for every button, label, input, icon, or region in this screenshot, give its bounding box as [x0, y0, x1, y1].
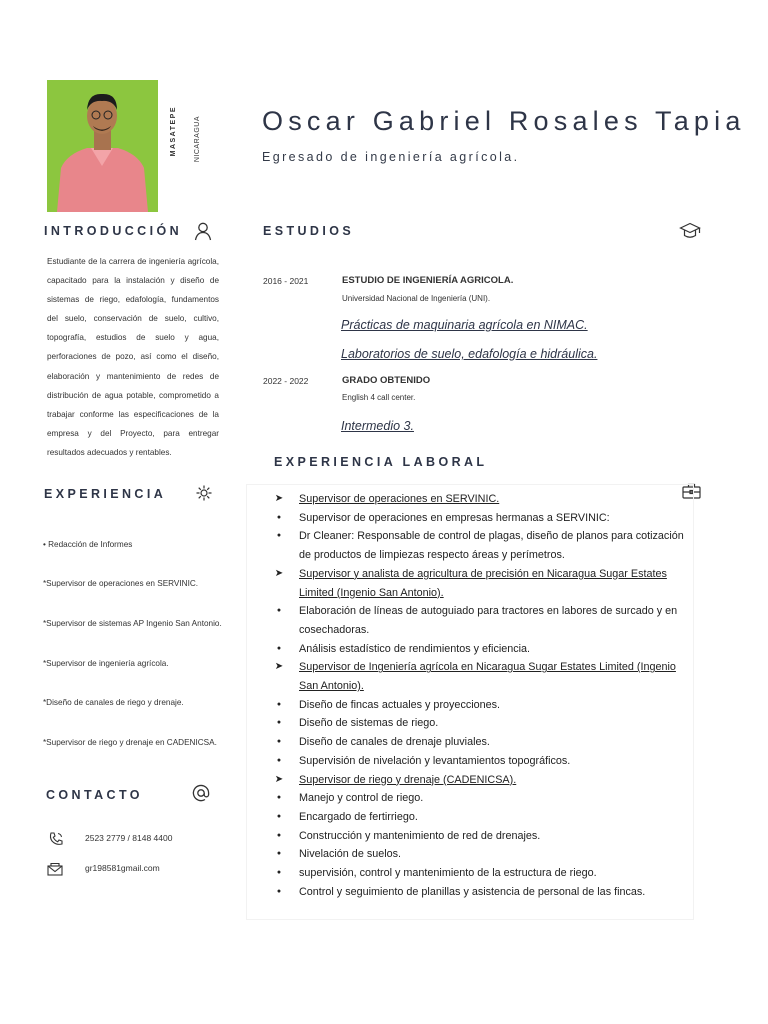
work-item-text: Diseño de fincas actuales y proyecciones.: [299, 698, 501, 711]
work-item-text: Supervisor de operaciones en SERVINIC.: [299, 493, 500, 505]
bullet-icon: ●: [276, 532, 282, 540]
work-list: [272, 490, 692, 901]
arrow-bullet-icon: ➤: [274, 661, 284, 673]
experience-item: *Supervisor de ingeniería agrícola.: [43, 659, 169, 668]
study-link[interactable]: Prácticas de maquinaria agrícola en NIMAC.: [341, 318, 588, 332]
work-item-text: Elaboración de líneas de autoguiado para tractores en labores de surcado y en cosechadoras.: [299, 605, 678, 636]
work-item-text: Control y seguimiento de planillas y asistencia de personal de las fincas.: [299, 885, 646, 898]
work-item-text: Supervisor de riego y drenaje (CADENICSA).: [299, 773, 517, 786]
work-item-text: Construcción y mantenimiento de red de drenajes.: [299, 829, 541, 842]
bullet-icon: ●: [276, 756, 282, 764]
study-link[interactable]: Intermedio 3.: [341, 419, 414, 433]
profile-photo: [47, 80, 158, 212]
work-task: [272, 527, 692, 564]
study-link[interactable]: Laboratorios de suelo, edafología e hidráulica.: [341, 347, 598, 361]
intro-text: Estudiante de la carrera de ingeniería agrícola, capacitado para la instalación y diseño de sistemas de riego, edafología, fundamentos del suelo, conservación de suelo, cultivo, topografía, estudios de suelo y agua, perforaciones de pozo, así como el diseño, elaboración y mantenimiento de redes de distribución de agua potable, comprometido a trabajar conforme las especificaciones de la empresa y del Proyecto, para entregar resultados adecuados y rentables.: [47, 257, 219, 457]
person-icon: [193, 221, 213, 246]
work-task: [272, 864, 692, 883]
study-institution: English 4 call center.: [342, 393, 416, 402]
study-years: 2022 - 2022: [263, 376, 309, 386]
graduation-cap-icon: [679, 221, 701, 246]
arrow-bullet-icon: ➤: [274, 773, 284, 785]
work-item-text: Supervisor y analista de agricultura de precisión en Nicaragua Sugar Estates Limited (Ingenio San Antonio).: [299, 567, 667, 599]
study-years: 2016 - 2021: [263, 276, 309, 286]
work-task: [272, 733, 692, 752]
work-item-text: Encargado de fertirriego.: [299, 810, 418, 823]
bullet-icon: ●: [276, 644, 282, 652]
experience-item: *Supervisor de operaciones en SERVINIC.: [43, 579, 199, 588]
person-name: Oscar Gabriel Rosales Tapia: [262, 106, 746, 136]
work-item-text: Análisis estadístico de rendimientos y eficiencia.: [299, 642, 531, 655]
work-position: [272, 565, 692, 602]
bullet-icon: ●: [276, 794, 282, 802]
work-item-text: supervisión, control y mantenimiento de la estructura de riego.: [299, 867, 597, 880]
bullet-icon: ●: [276, 738, 282, 746]
work-position: [272, 771, 692, 790]
bullet-icon: ●: [276, 850, 282, 858]
work-item-text: Diseño de sistemas de riego.: [299, 717, 439, 730]
work-position: [272, 490, 692, 509]
city-label: MASATEPE: [170, 106, 177, 157]
work-item-text: Manejo y control de riego.: [299, 792, 424, 805]
bullet-icon: ●: [276, 812, 282, 820]
work-item-text: Supervisión de nivelación y levantamientos topográficos.: [299, 754, 571, 767]
envelope-icon: [47, 862, 63, 881]
work-task: [272, 845, 692, 864]
work-position: [272, 658, 692, 695]
studies-heading: ESTUDIOS: [263, 224, 355, 238]
contact-phone: 2523 2779 / 8148 4400: [85, 833, 173, 843]
at-sign-icon: [191, 783, 211, 808]
work-task: [272, 640, 692, 659]
experience-heading: EXPERIENCIA: [44, 487, 167, 501]
arrow-bullet-icon: ➤: [274, 567, 284, 579]
person-subtitle: Egresado de ingeniería agrícola.: [262, 150, 520, 164]
gear-icon: [195, 484, 213, 507]
intro-heading: INTRODUCCIÓN: [44, 224, 183, 238]
bullet-icon: ●: [276, 607, 282, 615]
work-task: [272, 696, 692, 715]
experience-item: • Redacción de Informes: [43, 540, 133, 549]
work-task: [272, 602, 692, 639]
study-title: GRADO OBTENIDO: [342, 375, 431, 386]
bullet-icon: ●: [276, 869, 282, 877]
work-item-text: Supervisor de operaciones en empresas hermanas a SERVINIC:: [299, 511, 610, 524]
work-item-text: Diseño de canales de drenaje pluviales.: [299, 736, 490, 749]
work-task: [272, 509, 692, 528]
work-item-text: Supervisor de Ingeniería agrícola en Nicaragua Sugar Estates Limited (Ingenio San Antonio).: [299, 661, 676, 693]
contact-email: gr198581gmail.com: [85, 863, 160, 873]
experience-item: *Diseño de canales de riego y drenaje.: [43, 698, 184, 707]
work-item-text: Nivelación de suelos.: [299, 848, 402, 861]
country-label: NICARAGUA: [194, 116, 201, 163]
work-task: [272, 789, 692, 808]
work-task: [272, 827, 692, 846]
bullet-icon: ●: [276, 831, 282, 839]
work-task: [272, 714, 692, 733]
experience-item: *Supervisor de riego y drenaje en CADENICSA.: [43, 738, 217, 747]
experience-item: *Supervisor de sistemas AP Ingenio San Antonio.: [43, 619, 222, 628]
work-item-text: Dr Cleaner: Responsable de control de plagas, diseño de planos para cotización de productos de limpiezas respecto áreas y perímetros.: [299, 530, 684, 562]
work-task: [272, 808, 692, 827]
bullet-icon: ●: [276, 700, 282, 708]
phone-icon: [48, 831, 64, 852]
arrow-bullet-icon: ➤: [274, 493, 284, 504]
bullet-icon: ●: [276, 513, 282, 521]
bullet-icon: ●: [276, 719, 282, 727]
work-task: [272, 883, 692, 902]
study-title: ESTUDIO DE INGENIERÍA AGRICOLA.: [342, 275, 514, 286]
work-task: [272, 752, 692, 771]
contact-heading: CONTACTO: [46, 788, 143, 802]
bullet-icon: ●: [276, 887, 282, 895]
study-institution: Universidad Nacional de Ingeniería (UNI).: [342, 294, 491, 303]
work-heading: EXPERIENCIA LABORAL: [274, 455, 488, 469]
